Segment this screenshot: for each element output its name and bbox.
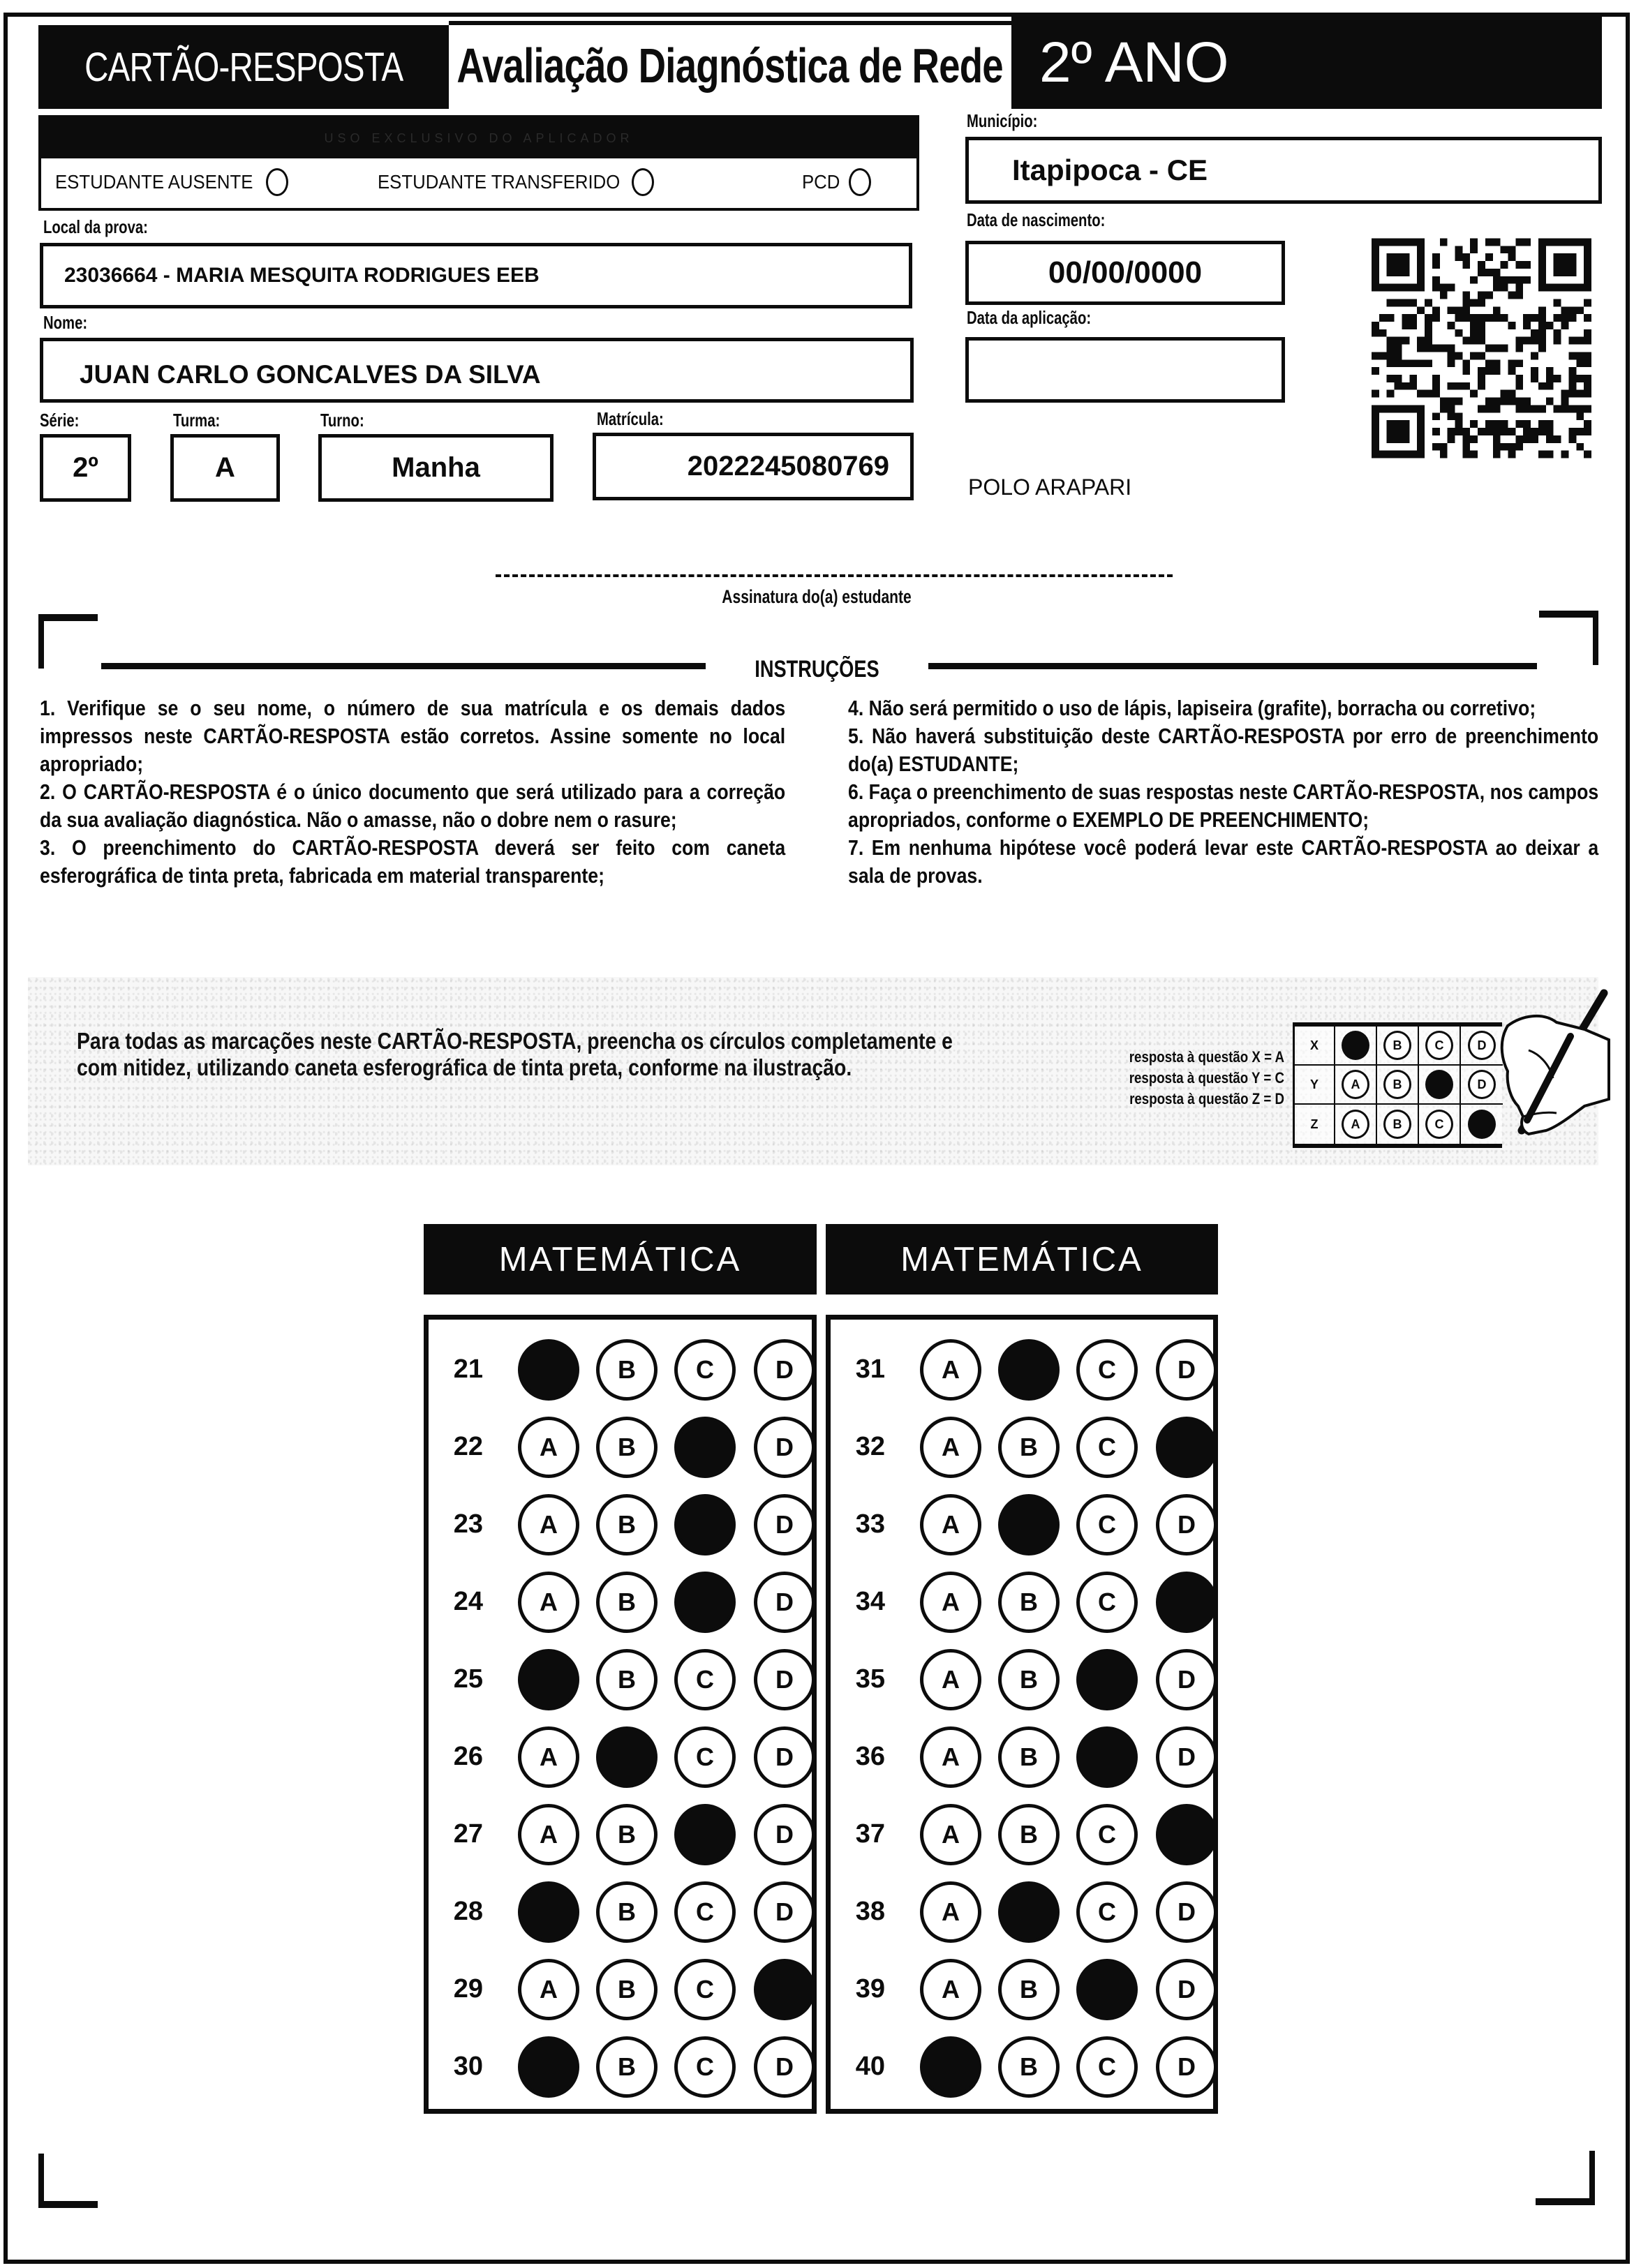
bubble-25-a[interactable] [518, 1649, 579, 1710]
bubble-32-b[interactable]: B [998, 1417, 1060, 1478]
bubble-38-c[interactable]: C [1076, 1881, 1138, 1943]
example-bubble-x-d: D [1468, 1031, 1496, 1060]
bubble-24-d[interactable]: D [754, 1572, 815, 1633]
data-nascimento-field [965, 241, 1285, 305]
question-row-36 [831, 1722, 1213, 1792]
bubble-37-a[interactable]: A [920, 1804, 981, 1865]
bubble-39-b[interactable]: B [998, 1959, 1060, 2020]
question-number: 36 [855, 1742, 885, 1771]
bubble-39-a[interactable]: A [920, 1959, 981, 2020]
radio-pcd[interactable] [849, 168, 871, 196]
question-row-34 [831, 1567, 1213, 1637]
bubble-38-b[interactable] [998, 1881, 1060, 1943]
bubble-36-d[interactable]: D [1156, 1726, 1217, 1788]
subject-header-left: MATEMÁTICA [424, 1224, 817, 1295]
option-estudante-ausente[interactable] [55, 168, 288, 196]
question-row-24 [429, 1567, 812, 1637]
example-question-label: Z [1295, 1105, 1335, 1144]
instruction-item: 5. Não haverá substituição deste CARTÃO-RESPOSTA por erro de preenchimento do(a) ESTUDANTE; [848, 724, 1599, 776]
question-number: 31 [855, 1355, 885, 1384]
question-number: 22 [453, 1432, 483, 1461]
instructions-title: INSTRUÇÕES [755, 656, 879, 682]
option-label: ESTUDANTE TRANSFERIDO [378, 171, 621, 193]
example-bubble-y-a: A [1342, 1070, 1369, 1099]
instruction-item: 1. Verifique se o seu nome, o número de sua matrícula e os demais dados impressos neste CARTÃO-RESPOSTA estão corretos. Assine somente no local apropriado; [40, 696, 786, 776]
bubble-37-c[interactable]: C [1076, 1804, 1138, 1865]
nome-label: Nome: [43, 312, 88, 333]
bubble-28-c[interactable]: C [674, 1881, 736, 1943]
municipio-value: Itapipoca - CE [1012, 154, 1208, 186]
bubble-26-b[interactable] [596, 1726, 658, 1788]
bubble-38-d[interactable]: D [1156, 1881, 1217, 1943]
question-number: 26 [453, 1742, 483, 1771]
option-estudante-transferido[interactable] [378, 168, 654, 196]
bubble-27-d[interactable]: D [754, 1804, 815, 1865]
question-row-31 [831, 1335, 1213, 1405]
bubble-24-b[interactable]: B [596, 1572, 658, 1633]
bubble-28-d[interactable]: D [754, 1881, 815, 1943]
municipio-field [965, 137, 1602, 204]
bubble-27-c[interactable] [674, 1804, 736, 1865]
signature-label-wrap [0, 586, 1634, 608]
local-prova-label: Local da prova: [43, 216, 148, 237]
example-bubble-x-b: B [1383, 1031, 1411, 1060]
example-cell [1377, 1027, 1419, 1066]
bubble-23-a[interactable]: A [518, 1494, 579, 1555]
question-row-39 [831, 1955, 1213, 2024]
bubble-23-d[interactable]: D [754, 1494, 815, 1555]
bubble-24-a[interactable]: A [518, 1572, 579, 1633]
question-row-30 [429, 2032, 812, 2102]
bubble-34-d[interactable] [1156, 1572, 1217, 1633]
example-cell [1419, 1066, 1461, 1105]
example-cell [1377, 1066, 1419, 1105]
question-number: 25 [453, 1664, 483, 1694]
turma-field [170, 434, 280, 502]
question-number: 34 [855, 1587, 885, 1616]
bubble-30-b[interactable]: B [596, 2036, 658, 2098]
fill-example-grid [1293, 1022, 1502, 1148]
question-number: 40 [855, 2052, 885, 2081]
matricula-field [593, 433, 914, 500]
question-number: 27 [453, 1819, 483, 1849]
bubble-22-b[interactable]: B [596, 1417, 658, 1478]
question-number: 37 [855, 1819, 885, 1849]
bubble-30-a[interactable] [518, 2036, 579, 2098]
bubble-34-c[interactable]: C [1076, 1572, 1138, 1633]
serie-value: 2º [73, 452, 98, 483]
bubble-25-c[interactable]: C [674, 1649, 736, 1710]
hand-with-pen-icon [1480, 987, 1612, 1148]
aplicador-title: USO EXCLUSIVO DO APLICADOR [41, 118, 916, 158]
legend-line: resposta à questão Z = D [1129, 1090, 1284, 1107]
data-aplicacao-field [965, 337, 1285, 403]
bubble-29-a[interactable]: A [518, 1959, 579, 2020]
nome-field [40, 338, 914, 403]
turma-value: A [215, 452, 235, 483]
local-prova-field [40, 243, 912, 308]
question-number: 39 [855, 1974, 885, 2004]
bubble-31-b[interactable] [998, 1339, 1060, 1401]
fill-example-banner [28, 977, 1598, 1165]
instruction-item: 7. Em nenhuma hipótese você poderá levar este CARTÃO-RESPOSTA ao deixar a sala de provas. [848, 835, 1599, 888]
instruction-item: 4. Não será permitido o uso de lápis, lapiseira (grafite), borracha ou corretivo; [848, 696, 1536, 720]
bubble-23-c[interactable] [674, 1494, 736, 1555]
example-bubble-y-d: D [1468, 1070, 1496, 1099]
question-number: 33 [855, 1509, 885, 1539]
turno-label: Turno: [320, 410, 364, 431]
bubble-25-b[interactable]: B [596, 1649, 658, 1710]
bubble-40-b[interactable]: B [998, 2036, 1060, 2098]
bubble-35-a[interactable]: A [920, 1649, 981, 1710]
bubble-26-d[interactable]: D [754, 1726, 815, 1788]
option-label: PCD [802, 171, 840, 193]
question-row-27 [429, 1800, 812, 1870]
bubble-40-a[interactable] [920, 2036, 981, 2098]
bubble-28-b[interactable]: B [596, 1881, 658, 1943]
bubble-22-c[interactable] [674, 1417, 736, 1478]
example-bubble-y-c [1425, 1070, 1453, 1099]
municipio-label: Município: [967, 110, 1038, 131]
question-row-22 [429, 1412, 812, 1482]
signature-line [496, 574, 1173, 577]
turma-label: Turma: [173, 410, 221, 431]
option-label: ESTUDANTE AUSENTE [55, 171, 253, 193]
question-row-35 [831, 1645, 1213, 1715]
subject-header-right: MATEMÁTICA [826, 1224, 1218, 1295]
question-row-32 [831, 1412, 1213, 1482]
bubble-21-d[interactable]: D [754, 1339, 815, 1401]
bubble-29-c[interactable]: C [674, 1959, 736, 2020]
fill-example-text-wrap [77, 1028, 984, 1081]
question-number: 30 [453, 2052, 483, 2081]
bubble-32-c[interactable]: C [1076, 1417, 1138, 1478]
bubble-25-d[interactable]: D [754, 1649, 815, 1710]
option-pcd[interactable] [802, 168, 871, 196]
example-bubble-x-c: C [1425, 1031, 1453, 1060]
example-cell [1335, 1105, 1377, 1144]
evaluation-title: Avaliação Diagnóstica de Rede [456, 38, 1004, 93]
legend-line: resposta à questão Y = C [1129, 1069, 1284, 1087]
bubble-40-d[interactable]: D [1156, 2036, 1217, 2098]
question-row-25 [429, 1645, 812, 1715]
question-row-26 [429, 1722, 812, 1792]
signature-label: Assinatura do(a) estudante [722, 586, 912, 607]
bubble-27-a[interactable]: A [518, 1804, 579, 1865]
bubble-36-b[interactable]: B [998, 1726, 1060, 1788]
bubble-26-c[interactable]: C [674, 1726, 736, 1788]
bubble-37-b[interactable]: B [998, 1804, 1060, 1865]
turno-field [318, 434, 554, 502]
bubble-35-b[interactable]: B [998, 1649, 1060, 1710]
bubble-27-b[interactable]: B [596, 1804, 658, 1865]
bubble-36-c[interactable] [1076, 1726, 1138, 1788]
bubble-40-c[interactable]: C [1076, 2036, 1138, 2098]
matricula-value: 2022245080769 [687, 451, 889, 482]
question-row-28 [429, 1877, 812, 1947]
example-bubble-z-c: C [1425, 1110, 1453, 1139]
question-row-21 [429, 1335, 812, 1405]
bubble-29-b[interactable]: B [596, 1959, 658, 2020]
example-cell [1419, 1105, 1461, 1144]
example-bubble-y-b: B [1383, 1070, 1411, 1099]
example-bubble-x-a [1342, 1031, 1369, 1060]
answer-grid-right [826, 1315, 1218, 2114]
grade-title: 2º ANO [1039, 31, 1229, 94]
bubble-34-b[interactable]: B [998, 1572, 1060, 1633]
bubble-31-d[interactable]: D [1156, 1339, 1217, 1401]
bubble-35-c[interactable] [1076, 1649, 1138, 1710]
question-number: 24 [453, 1587, 483, 1616]
bubble-33-d[interactable]: D [1156, 1494, 1217, 1555]
example-bubble-z-b: B [1383, 1110, 1411, 1139]
example-question-label: X [1295, 1027, 1335, 1066]
radio-estudante-transferido[interactable] [632, 168, 654, 196]
fill-example-legend [1033, 1047, 1284, 1110]
bubble-39-d[interactable]: D [1156, 1959, 1217, 2020]
local-prova-value: 23036664 - MARIA MESQUITA RODRIGUES EEB [64, 264, 540, 287]
bubble-31-a[interactable]: A [920, 1339, 981, 1401]
question-row-37 [831, 1800, 1213, 1870]
instructions-right-column [848, 694, 1598, 890]
bubble-28-a[interactable] [518, 1881, 579, 1943]
question-number: 28 [453, 1897, 483, 1926]
bubble-32-a[interactable]: A [920, 1417, 981, 1478]
bubble-22-a[interactable]: A [518, 1417, 579, 1478]
bubble-38-a[interactable]: A [920, 1881, 981, 1943]
matricula-label: Matrícula: [597, 408, 664, 429]
bubble-32-d[interactable] [1156, 1417, 1217, 1478]
bubble-26-a[interactable]: A [518, 1726, 579, 1788]
evaluation-title-banner [449, 21, 1011, 106]
question-number: 29 [453, 1974, 483, 2004]
example-cell [1419, 1027, 1461, 1066]
radio-estudante-ausente[interactable] [266, 168, 288, 196]
instruction-item: 6. Faça o preenchimento de suas respostas neste CARTÃO-RESPOSTA, nos campos apropriados, conforme o EXEMPLO DE PREENCHIMENTO; [848, 779, 1599, 832]
question-number: 38 [855, 1897, 885, 1926]
example-cell [1377, 1105, 1419, 1144]
instructions-title-wrap [0, 656, 1634, 683]
example-question-label: Y [1295, 1066, 1335, 1105]
example-bubble-z-a: A [1342, 1110, 1369, 1139]
nome-value: JUAN CARLO GONCALVES DA SILVA [80, 359, 541, 389]
bubble-23-b[interactable]: B [596, 1494, 658, 1555]
example-cell [1335, 1066, 1377, 1105]
card-title-banner [38, 25, 449, 109]
data-nascimento-label: Data de nascimento: [967, 209, 1106, 230]
question-row-29 [429, 1955, 812, 2024]
serie-label: Série: [40, 410, 80, 431]
bubble-33-b[interactable] [998, 1494, 1060, 1555]
question-number: 23 [453, 1509, 483, 1539]
bubble-35-d[interactable]: D [1156, 1649, 1217, 1710]
question-number: 35 [855, 1664, 885, 1694]
bubble-29-d[interactable] [754, 1959, 815, 2020]
data-aplicacao-label: Data da aplicação: [967, 307, 1092, 328]
qr-code-icon [1372, 237, 1591, 459]
instruction-item: 3. O preenchimento do CARTÃO-RESPOSTA deverá ser feito com caneta esferográfica de tinta preta, fabricada em material transparente; [40, 835, 786, 888]
bubble-21-c[interactable]: C [674, 1339, 736, 1401]
question-number: 32 [855, 1432, 885, 1461]
bubble-21-b[interactable]: B [596, 1339, 658, 1401]
card-title: CARTÃO-RESPOSTA [84, 44, 403, 90]
bubble-33-a[interactable]: A [920, 1494, 981, 1555]
bubble-24-c[interactable] [674, 1572, 736, 1633]
aplicador-box [38, 115, 919, 211]
instructions-left-column [40, 694, 785, 890]
legend-line: resposta à questão X = A [1129, 1048, 1284, 1066]
question-row-40 [831, 2032, 1213, 2102]
bubble-30-d[interactable]: D [754, 2036, 815, 2098]
example-cell [1335, 1027, 1377, 1066]
instruction-item: 2. O CARTÃO-RESPOSTA é o único documento que será utilizado para a correção da sua avaliação diagnóstica. Não o amasse, não o dobre nem o rasure; [40, 779, 786, 832]
turno-value: Manha [392, 452, 480, 483]
question-row-33 [831, 1490, 1213, 1560]
bubble-31-c[interactable]: C [1076, 1339, 1138, 1401]
fill-example-text: Para todas as marcações neste CARTÃO-RESPOSTA, preencha os círculos completamente e com nitidez, utilizando caneta esferográfica de tinta preta, conforme na ilustração. [77, 1028, 953, 1080]
bubble-39-c[interactable] [1076, 1959, 1138, 2020]
question-row-23 [429, 1490, 812, 1560]
data-nascimento-value: 00/00/0000 [1048, 255, 1203, 290]
bubble-36-a[interactable]: A [920, 1726, 981, 1788]
bubble-21-a[interactable] [518, 1339, 579, 1401]
bubble-30-c[interactable]: C [674, 2036, 736, 2098]
serie-field [40, 434, 131, 502]
bubble-37-d[interactable] [1156, 1804, 1217, 1865]
polo-label: POLO ARAPARI [968, 475, 1132, 500]
question-number: 21 [453, 1355, 483, 1384]
bubble-33-c[interactable]: C [1076, 1494, 1138, 1555]
bubble-22-d[interactable]: D [754, 1417, 815, 1478]
grade-banner [1011, 17, 1602, 109]
bubble-34-a[interactable]: A [920, 1572, 981, 1633]
question-row-38 [831, 1877, 1213, 1947]
answer-grid-left [424, 1315, 817, 2114]
